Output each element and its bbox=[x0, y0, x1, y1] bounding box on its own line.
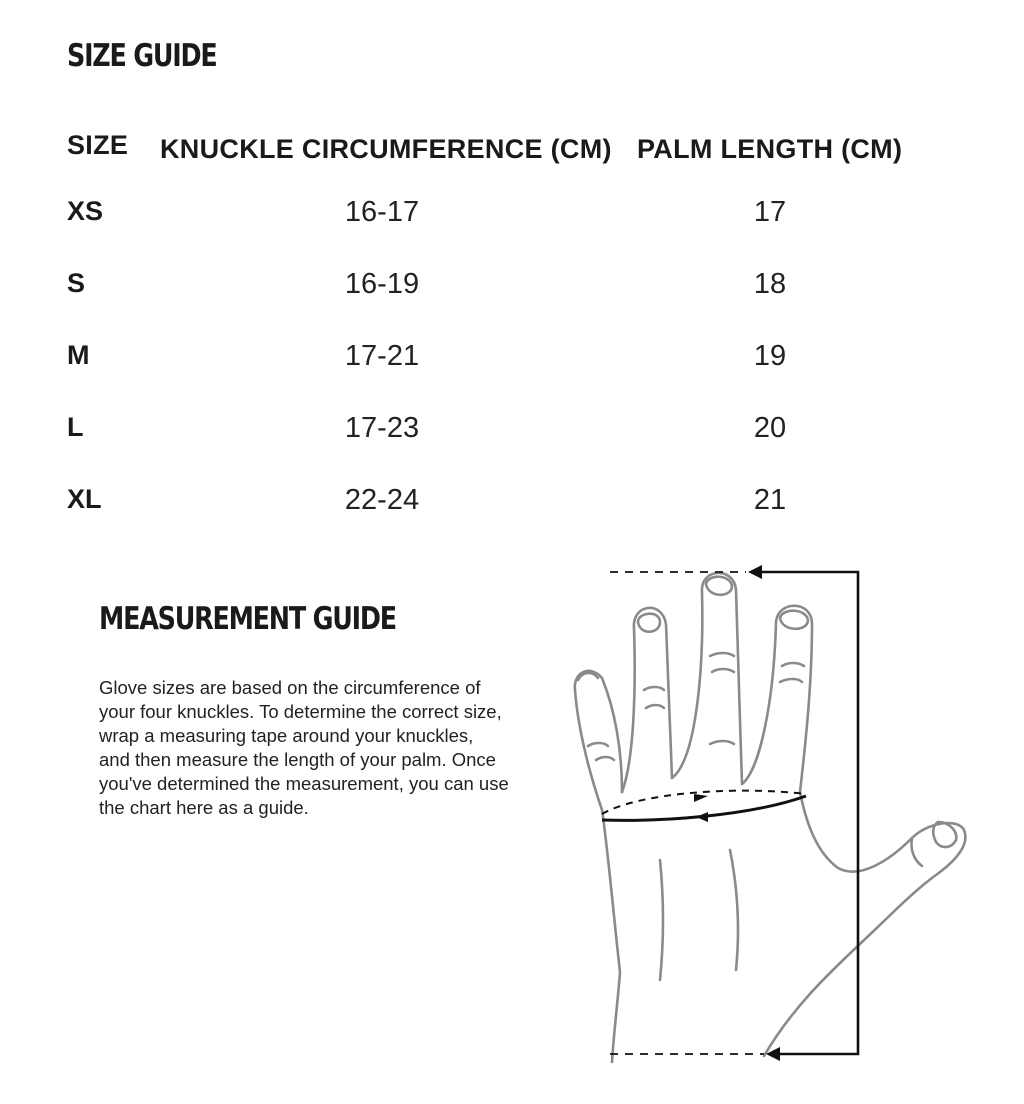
knuckle-cell: 16-19 bbox=[344, 268, 420, 300]
hand-measurement-illustration-icon bbox=[560, 560, 980, 1080]
size-cell: XL bbox=[67, 484, 102, 514]
knuckle-cell: 17-21 bbox=[344, 340, 420, 372]
hand-outline bbox=[575, 573, 966, 1062]
size-cell: XS bbox=[67, 196, 104, 226]
palm-cell: 20 bbox=[753, 412, 787, 444]
column-header-palm-length: PALM LENGTH (CM) bbox=[637, 134, 903, 164]
table-row bbox=[0, 484, 1024, 524]
knuckle-cell: 16-17 bbox=[344, 196, 420, 228]
size-cell: L bbox=[67, 412, 84, 442]
size-cell: S bbox=[67, 268, 86, 298]
palm-cell: 21 bbox=[753, 484, 787, 516]
palm-cell: 18 bbox=[753, 268, 787, 300]
page-title: SIZE GUIDE bbox=[67, 38, 217, 74]
table-row bbox=[0, 268, 1024, 308]
table-row bbox=[0, 412, 1024, 452]
knuckle-tape bbox=[602, 791, 806, 822]
measurement-guide-title: MEASUREMENT GUIDE bbox=[99, 601, 396, 637]
knuckle-cell: 17-23 bbox=[344, 412, 420, 444]
knuckle-cell: 22-24 bbox=[344, 484, 420, 516]
measurement-guide-description: Glove sizes are based on the circumference of your four knuckles. To determine the correct size, wrap a measuring tape around your knuckles, and then measure the length of your palm. Once you've determined the measurement, you can use the chart here as a guide. bbox=[99, 677, 509, 818]
palm-cell: 19 bbox=[753, 340, 787, 372]
palm-cell: 17 bbox=[753, 196, 787, 228]
column-header-knuckle-circumference: KNUCKLE CIRCUMFERENCE (CM) bbox=[160, 134, 612, 164]
table-row bbox=[0, 196, 1024, 236]
size-cell: M bbox=[67, 340, 90, 370]
column-header-size: SIZE bbox=[67, 130, 129, 160]
table-row bbox=[0, 340, 1024, 380]
